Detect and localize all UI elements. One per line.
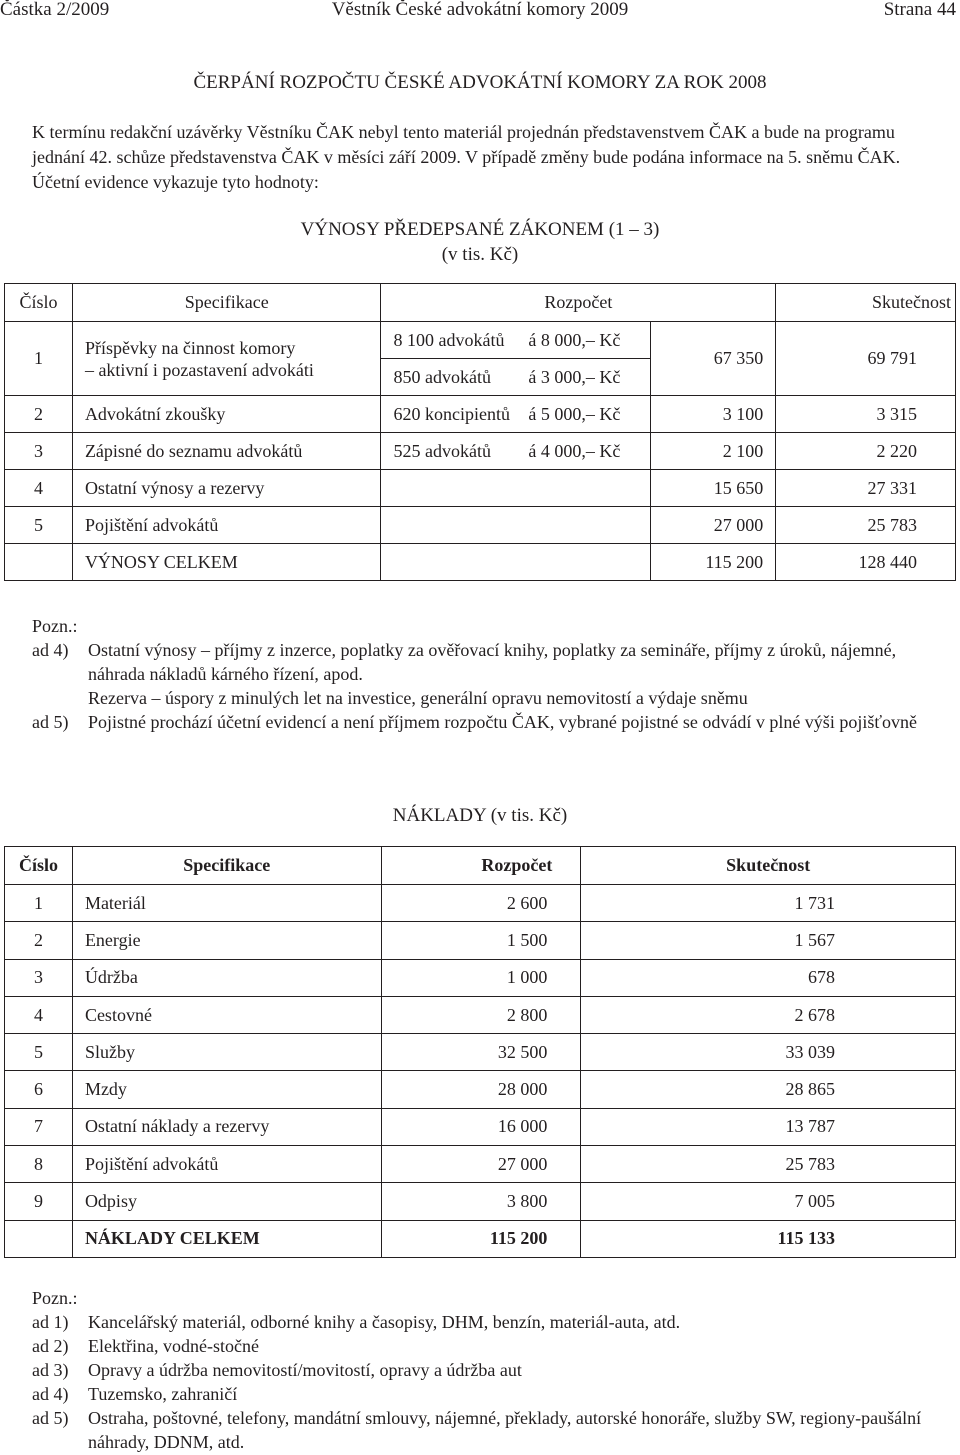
row-count-rate xyxy=(381,322,651,359)
row-spec: Cestovné xyxy=(72,996,381,1033)
note-text: Elektřina, vodné-stočné xyxy=(88,1336,259,1356)
row-actual: 25 783 xyxy=(776,507,956,544)
col-header-number: Číslo xyxy=(5,847,73,885)
table-row xyxy=(5,996,956,1033)
row-number: 5 xyxy=(5,507,73,544)
note-item xyxy=(32,710,952,734)
total-label: VÝNOSY CELKEM xyxy=(72,544,381,581)
running-header xyxy=(0,0,960,20)
note-key: ad 5) xyxy=(32,712,69,732)
costs-table xyxy=(4,846,956,1258)
note-item xyxy=(32,1334,952,1358)
row-number: 5 xyxy=(5,1034,73,1071)
row-number: 3 xyxy=(5,959,73,996)
table-row xyxy=(5,959,956,996)
notes-title: Pozn.: xyxy=(32,1288,78,1308)
row-actual: 7 005 xyxy=(581,1183,956,1220)
total-actual: 115 133 xyxy=(581,1220,956,1257)
note-text: Kancelářský materiál, odborné knihy a časopisy, DHM, benzín, materiál-auta, atd. xyxy=(88,1312,681,1332)
row-actual: 28 865 xyxy=(581,1071,956,1108)
note-key: ad 3) xyxy=(32,1360,69,1380)
row-budget: 27 000 xyxy=(381,1146,581,1183)
row-number: 7 xyxy=(5,1108,73,1145)
table-row xyxy=(5,396,956,433)
journal-title: Věstník České advokátní komory 2009 xyxy=(331,0,629,20)
row-actual: 13 787 xyxy=(581,1108,956,1145)
table-row xyxy=(5,433,956,470)
row-spec: Služby xyxy=(72,1034,381,1071)
empty-cell xyxy=(381,470,651,507)
note-key: ad 4) xyxy=(32,1384,69,1404)
row-spec: Pojištění advokátů xyxy=(72,1146,381,1183)
cost-rows xyxy=(5,885,956,1221)
page-number: Strana 44 xyxy=(883,0,956,20)
note-item xyxy=(32,1358,952,1382)
document-title: ČERPÁNÍ ROZPOČTU ČESKÉ ADVOKÁTNÍ KOMORY ZA ROK 2008 xyxy=(193,72,767,93)
row-actual: 678 xyxy=(581,959,956,996)
empty-cell xyxy=(5,1220,73,1257)
col-header-number: Číslo xyxy=(5,284,73,322)
table-row xyxy=(5,507,956,544)
spec-line: Příspěvky na činnost komory xyxy=(84,337,296,358)
col-header-actual: Skutečnost xyxy=(776,284,956,322)
revenue-caption: VÝNOSY PŘEDEPSANÉ ZÁKONEM (1 – 3) xyxy=(300,219,660,240)
notes-title: Pozn.: xyxy=(32,616,78,636)
costs-notes xyxy=(32,1286,952,1454)
empty-cell xyxy=(5,544,73,581)
table-row xyxy=(5,1183,956,1220)
count: 850 advokátů xyxy=(393,366,491,387)
row-spec: Advokátní zkoušky xyxy=(72,396,381,433)
row-budget: 2 100 xyxy=(651,433,776,470)
table-row xyxy=(5,1146,956,1183)
table-header-row xyxy=(5,284,956,322)
table-header-row xyxy=(5,847,956,885)
row-budget: 3 800 xyxy=(381,1183,581,1220)
row-spec: Odpisy xyxy=(72,1183,381,1220)
issue-label: Částka 2/2009 xyxy=(0,0,110,20)
revenue-unit: (v tis. Kč) xyxy=(441,244,519,265)
rate: á 5 000,– Kč xyxy=(528,403,621,424)
rate: á 8 000,– Kč xyxy=(528,329,621,350)
total-label: NÁKLADY CELKEM xyxy=(72,1220,381,1257)
row-actual: 27 331 xyxy=(776,470,956,507)
total-actual: 128 440 xyxy=(776,544,956,581)
total-row xyxy=(5,1220,956,1257)
notes-list xyxy=(32,1310,952,1454)
row-number: 1 xyxy=(5,322,73,396)
empty-cell xyxy=(381,544,651,581)
row-count-rate xyxy=(381,433,651,470)
rate: á 3 000,– Kč xyxy=(528,366,621,387)
col-header-spec: Specifikace xyxy=(72,847,381,885)
row-budget: 32 500 xyxy=(381,1034,581,1071)
row-number: 2 xyxy=(5,922,73,959)
table-row xyxy=(5,1071,956,1108)
row-spec: Mzdy xyxy=(72,1071,381,1108)
row-number: 3 xyxy=(5,433,73,470)
table-row xyxy=(5,1108,956,1145)
row-count-rate xyxy=(381,396,651,433)
row-actual: 69 791 xyxy=(776,322,956,396)
col-header-actual: Skutečnost xyxy=(581,847,956,885)
row-spec: Pojištění advokátů xyxy=(72,507,381,544)
row-number: 4 xyxy=(5,470,73,507)
revenue-table xyxy=(4,283,956,581)
row-spec: Údržba xyxy=(72,959,381,996)
row-budget: 67 350 xyxy=(651,322,776,396)
row-spec xyxy=(72,322,381,396)
note-key: ad 5) xyxy=(32,1408,69,1428)
row-budget: 2 600 xyxy=(381,885,581,922)
row-number: 4 xyxy=(5,996,73,1033)
count: 8 100 advokátů xyxy=(393,329,505,350)
row-actual: 2 678 xyxy=(581,996,956,1033)
count: 620 koncipientů xyxy=(393,403,510,424)
note-text: Ostraha, poštovné, telefony, mandátní smlouvy, nájemné, překlady, autorské honoráře, služby SW, regiony-paušální náhrady, DDNM, atd. xyxy=(88,1408,922,1452)
row-number: 9 xyxy=(5,1183,73,1220)
row-actual: 1 567 xyxy=(581,922,956,959)
note-item xyxy=(32,1406,952,1454)
note-text: Tuzemsko, zahraničí xyxy=(88,1384,238,1404)
row-actual: 3 315 xyxy=(776,396,956,433)
note-text: Pojistné prochází účetní evidencí a není příjmem rozpočtu ČAK, vybrané pojistné se odvádí v plné výši pojišťovně xyxy=(88,712,918,732)
row-spec: Materiál xyxy=(72,885,381,922)
row-budget: 1 000 xyxy=(381,959,581,996)
row-budget: 28 000 xyxy=(381,1071,581,1108)
row-spec: Ostatní výnosy a rezervy xyxy=(72,470,381,507)
note-key: ad 2) xyxy=(32,1336,69,1356)
row-actual: 2 220 xyxy=(776,433,956,470)
revenue-notes xyxy=(32,614,952,734)
costs-caption: NÁKLADY (v tis. Kč) xyxy=(392,805,568,826)
intro-paragraph: K termínu redakční uzávěrky Věstníku ČAK nebyl tento materiál projednán představenstvem ČAK a bude na programu jednání 42. schůze představenstva ČAK v měsíci září 2009. V případě změny bude podána informace na 5. sněmu ČAK. Účetní evidence vykazuje tyto hodnoty: xyxy=(32,122,901,192)
total-row xyxy=(5,544,956,581)
col-header-spec: Specifikace xyxy=(72,284,381,322)
row-spec: Zápisné do seznamu advokátů xyxy=(72,433,381,470)
row-actual: 33 039 xyxy=(581,1034,956,1071)
table-row xyxy=(5,885,956,922)
spec-line: – aktivní i pozastavení advokáti xyxy=(84,359,314,380)
table-row xyxy=(5,470,956,507)
row-count-rate xyxy=(381,359,651,396)
note-text: Opravy a údržba nemovitostí/movitostí, opravy a údržba aut xyxy=(88,1360,522,1380)
row-spec: Energie xyxy=(72,922,381,959)
note-item xyxy=(32,1310,952,1334)
count: 525 advokátů xyxy=(393,440,491,461)
row-budget: 2 800 xyxy=(381,996,581,1033)
note-item xyxy=(32,638,952,710)
note-main: Ostatní výnosy – příjmy z inzerce, poplatky za ověřovací knihy, poplatky za semináře, příjmy z úroků, nájemné, náhrada nákladů kárného řízení, apod. xyxy=(88,640,897,684)
row-budget: 1 500 xyxy=(381,922,581,959)
row-budget: 3 100 xyxy=(651,396,776,433)
row-budget: 27 000 xyxy=(651,507,776,544)
total-budget: 115 200 xyxy=(651,544,776,581)
col-header-budget: Rozpočet xyxy=(381,847,581,885)
row-spec: Ostatní náklady a rezervy xyxy=(72,1108,381,1145)
row-number: 6 xyxy=(5,1071,73,1108)
note-item xyxy=(32,1382,952,1406)
row-budget: 15 650 xyxy=(651,470,776,507)
row-budget: 16 000 xyxy=(381,1108,581,1145)
row-actual: 1 731 xyxy=(581,885,956,922)
total-budget: 115 200 xyxy=(381,1220,581,1257)
note-key: ad 1) xyxy=(32,1312,69,1332)
row-number: 1 xyxy=(5,885,73,922)
table-row xyxy=(5,322,956,359)
col-header-budget: Rozpočet xyxy=(381,284,776,322)
row-actual: 25 783 xyxy=(581,1146,956,1183)
note-key: ad 4) xyxy=(32,640,69,660)
table-row xyxy=(5,1034,956,1071)
note-text xyxy=(88,638,952,710)
row-number: 8 xyxy=(5,1146,73,1183)
empty-cell xyxy=(381,507,651,544)
rate: á 4 000,– Kč xyxy=(528,440,621,461)
row-number: 2 xyxy=(5,396,73,433)
table-row xyxy=(5,922,956,959)
note-extra: Rezerva – úspory z minulých let na investice, generální opravu nemovitostí a výdaje sněmu xyxy=(88,688,748,708)
